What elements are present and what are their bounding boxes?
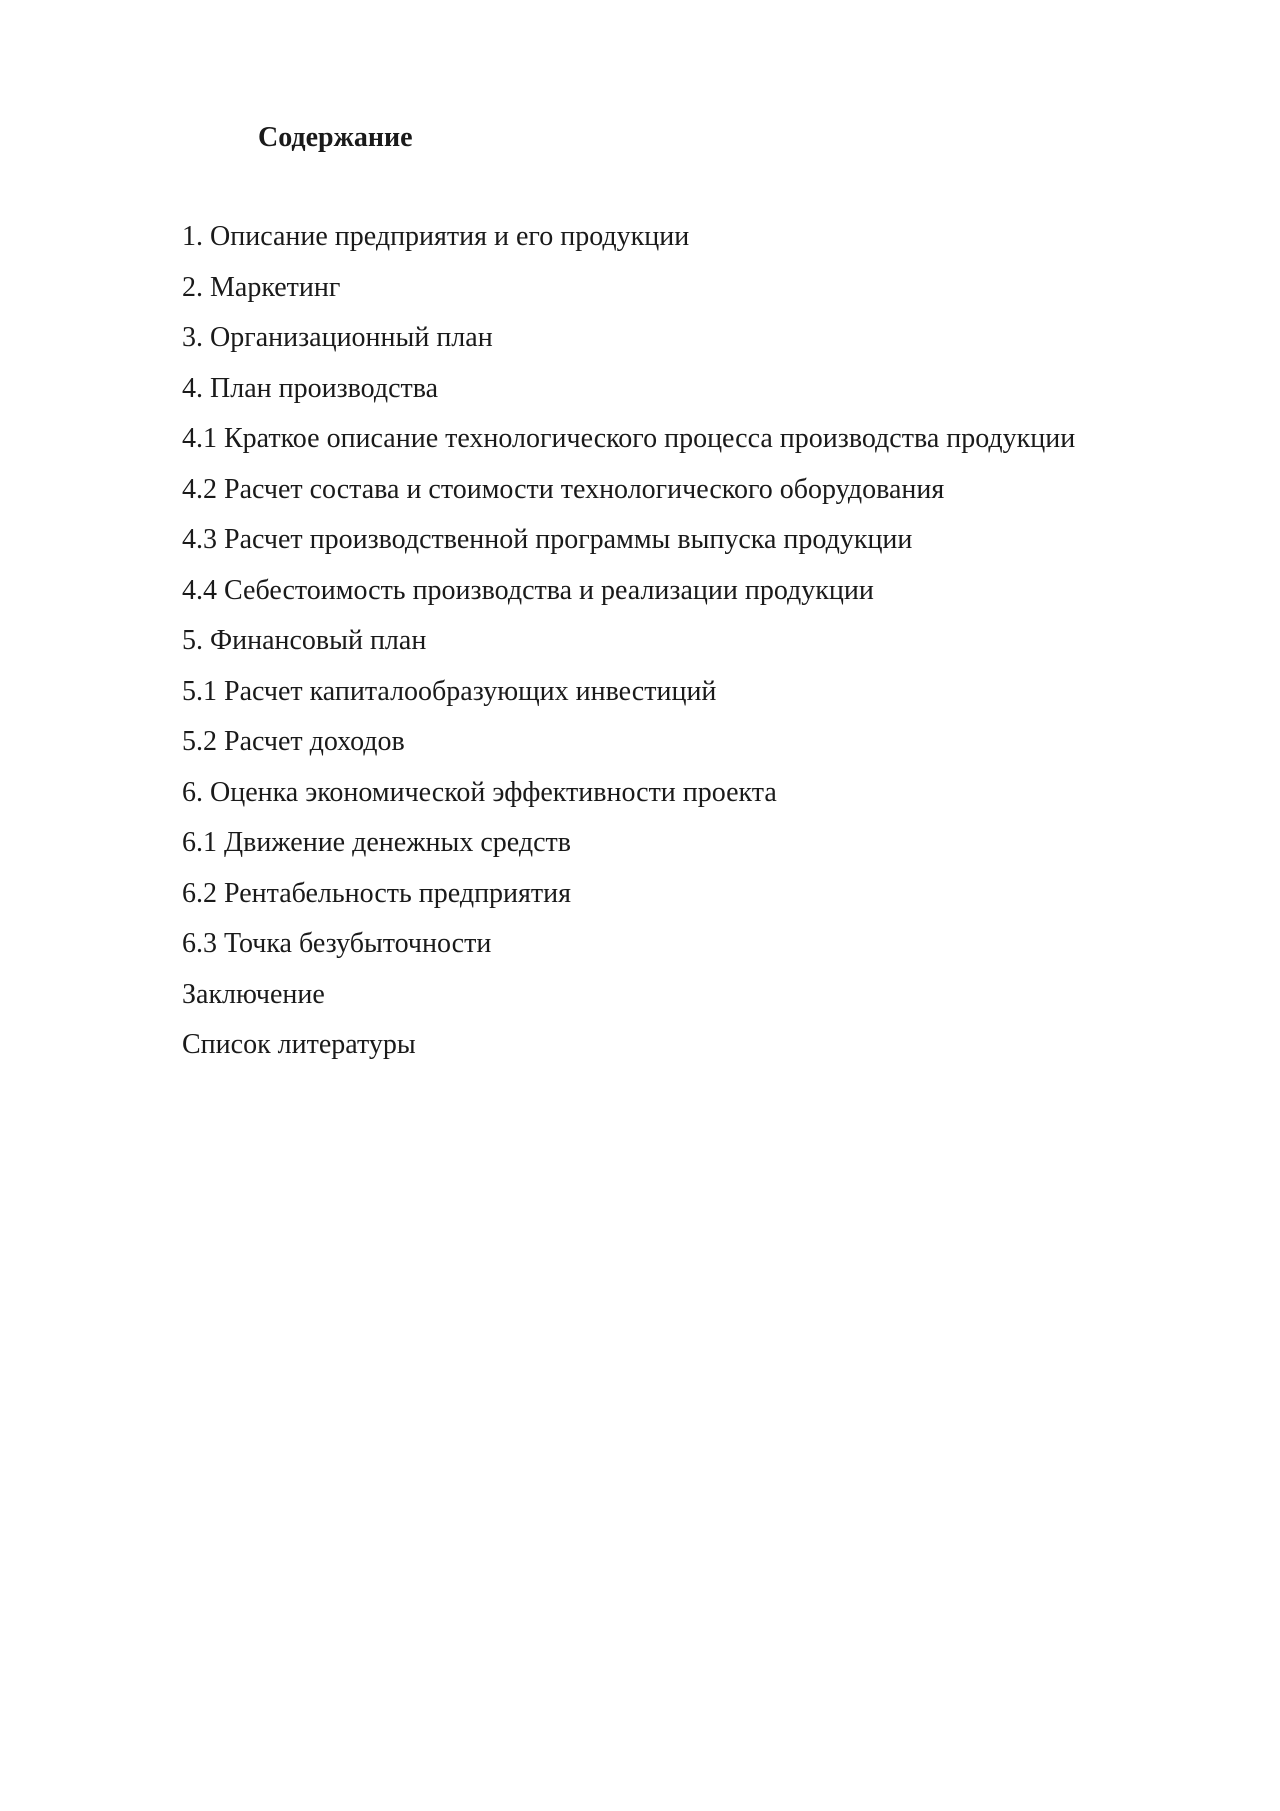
toc-item: 4.4 Себестоимость производства и реализации продукции	[182, 574, 874, 606]
toc-item: 5. Финансовый план	[182, 625, 427, 656]
toc-item: 6.1 Движение денежных средств	[182, 827, 571, 858]
toc-item: 4.3 Расчет производственной программы выпуска продукции	[182, 524, 913, 555]
toc-item: 4. План производства	[182, 372, 439, 404]
toc-item: 3. Организационный план	[182, 322, 493, 353]
toc-item: 4.1 Краткое описание технологического процесса производства продукции	[182, 423, 1076, 454]
toc-item: 4.2 Расчет состава и стоимости технологического оборудования	[182, 473, 945, 505]
toc-item: 2. Маркетинг	[182, 271, 341, 303]
toc-title: Содержание	[258, 122, 413, 153]
toc-item: 1. Описание предприятия и его продукции	[182, 221, 690, 252]
toc-item: 6.3 Точка безубыточности	[182, 928, 492, 959]
table-of-contents	[182, 212, 1075, 1071]
toc-item: 6.2 Рентабельность предприятия	[182, 877, 572, 909]
toc-item: Список литературы	[182, 1029, 416, 1060]
toc-item: 5.2 Расчет доходов	[182, 726, 405, 757]
toc-item: 5.1 Расчет капиталообразующих инвестиций	[182, 675, 717, 707]
toc-item: Заключение	[182, 978, 325, 1010]
toc-item: 6. Оценка экономической эффективности проекта	[182, 776, 777, 808]
